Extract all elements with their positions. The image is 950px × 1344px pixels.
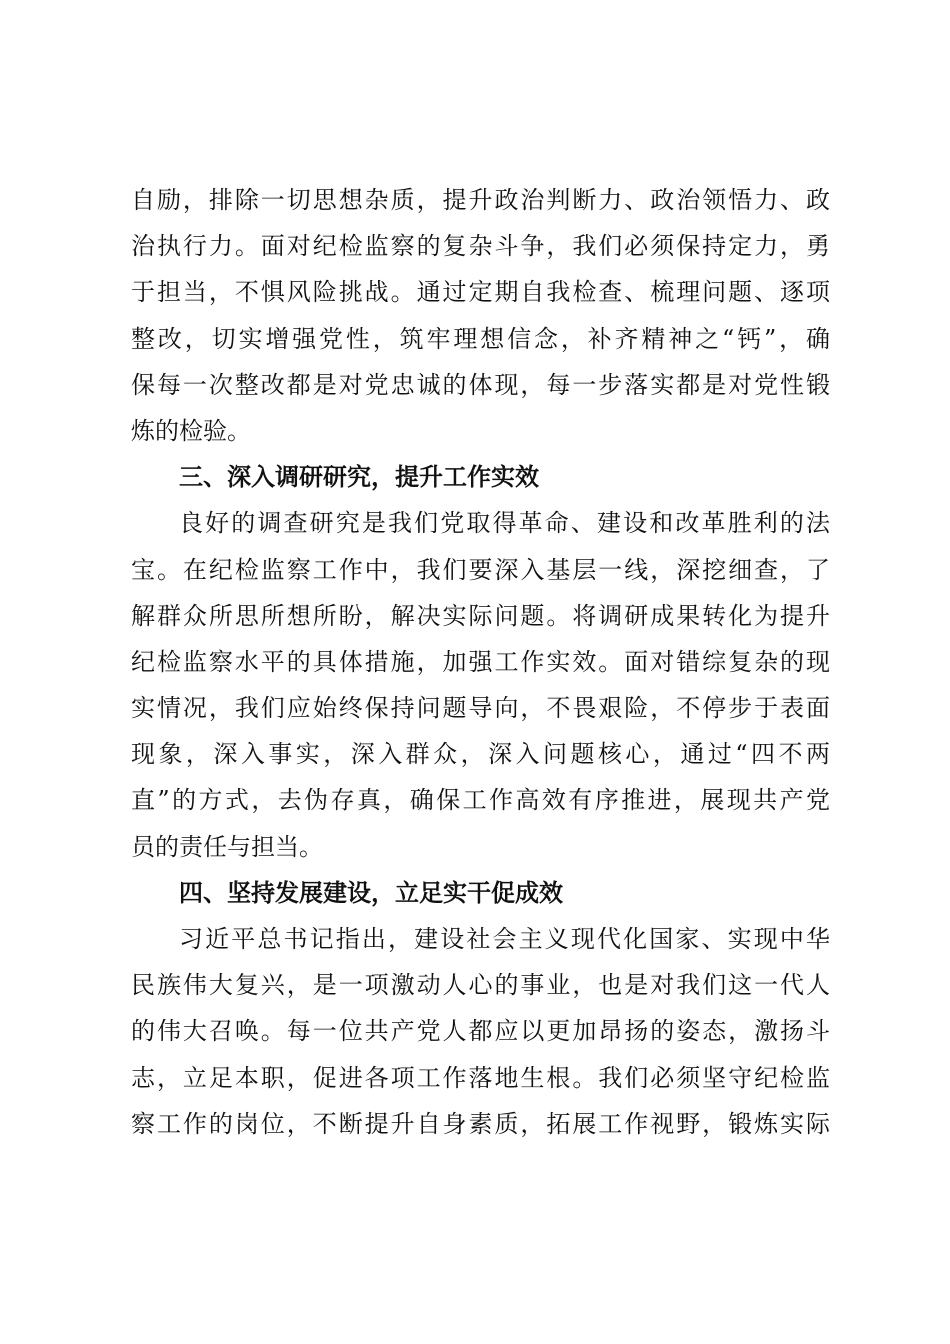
paragraph-line: 民族伟大复兴，是一项激动人心的事业，也是对我们这一代人 bbox=[131, 971, 830, 1000]
paragraph-line: 现象，深入事实，深入群众，深入问题核心，通过“四不两 bbox=[131, 740, 830, 769]
paragraph-line: 的伟大召唤。每一位共产党人都应以更加昂扬的姿态，激扬斗 bbox=[131, 1017, 830, 1046]
paragraph-line: 员的责任与担当。 bbox=[131, 832, 323, 861]
paragraph-2 bbox=[131, 500, 830, 870]
paragraph-line: 习近平总书记指出，建设社会主义现代化国家、实现中华 bbox=[179, 925, 830, 953]
paragraph-line: 于担当，不惧风险挑战。通过定期自我检查、梳理问题、逐项 bbox=[131, 278, 830, 307]
paragraph-line: 治执行力。面对纪检监察的复杂斗争，我们必须保持定力，勇 bbox=[131, 232, 830, 261]
paragraph-line: 保每一次整改都是对党忠诚的体现，每一步落实都是对党性锻 bbox=[131, 370, 830, 399]
paragraph-line: 察工作的岗位，不断提升自身素质，拓展工作视野，锻炼实际 bbox=[131, 1109, 830, 1138]
paragraph-line: 炼的检验。 bbox=[131, 416, 251, 445]
document-body bbox=[131, 177, 830, 1147]
paragraph-1 bbox=[131, 177, 830, 454]
paragraph-line: 宝。在纪检监察工作中，我们要深入基层一线，深挖细查，了 bbox=[131, 555, 830, 584]
paragraph-3 bbox=[131, 916, 830, 1147]
paragraph-line: 解群众所思所想所盼，解决实际问题。将调研成果转化为提升 bbox=[131, 601, 830, 630]
paragraph-line: 自励，排除一切思想杂质，提升政治判断力、政治领悟力、政 bbox=[131, 186, 830, 214]
paragraph-line: 纪检监察水平的具体措施，加强工作实效。面对错综复杂的现 bbox=[131, 647, 830, 676]
section-heading-3: 三、深入调研研究，提升工作实效 bbox=[179, 463, 539, 492]
paragraph-line: 整改，切实增强党性，筑牢理想信念，补齐精神之“钙”，确 bbox=[131, 324, 830, 353]
section-heading-4: 四、坚持发展建设，立足实干促成效 bbox=[179, 878, 563, 907]
paragraph-line: 实情况，我们应始终保持问题导向，不畏艰险，不停步于表面 bbox=[131, 694, 830, 723]
paragraph-line: 直”的方式，去伪存真，确保工作高效有序推进，展现共产党 bbox=[131, 786, 830, 815]
paragraph-line: 志，立足本职，促进各项工作落地生根。我们必须坚守纪检监 bbox=[131, 1063, 830, 1092]
paragraph-line: 良好的调查研究是我们党取得革命、建设和改革胜利的法 bbox=[179, 509, 830, 538]
